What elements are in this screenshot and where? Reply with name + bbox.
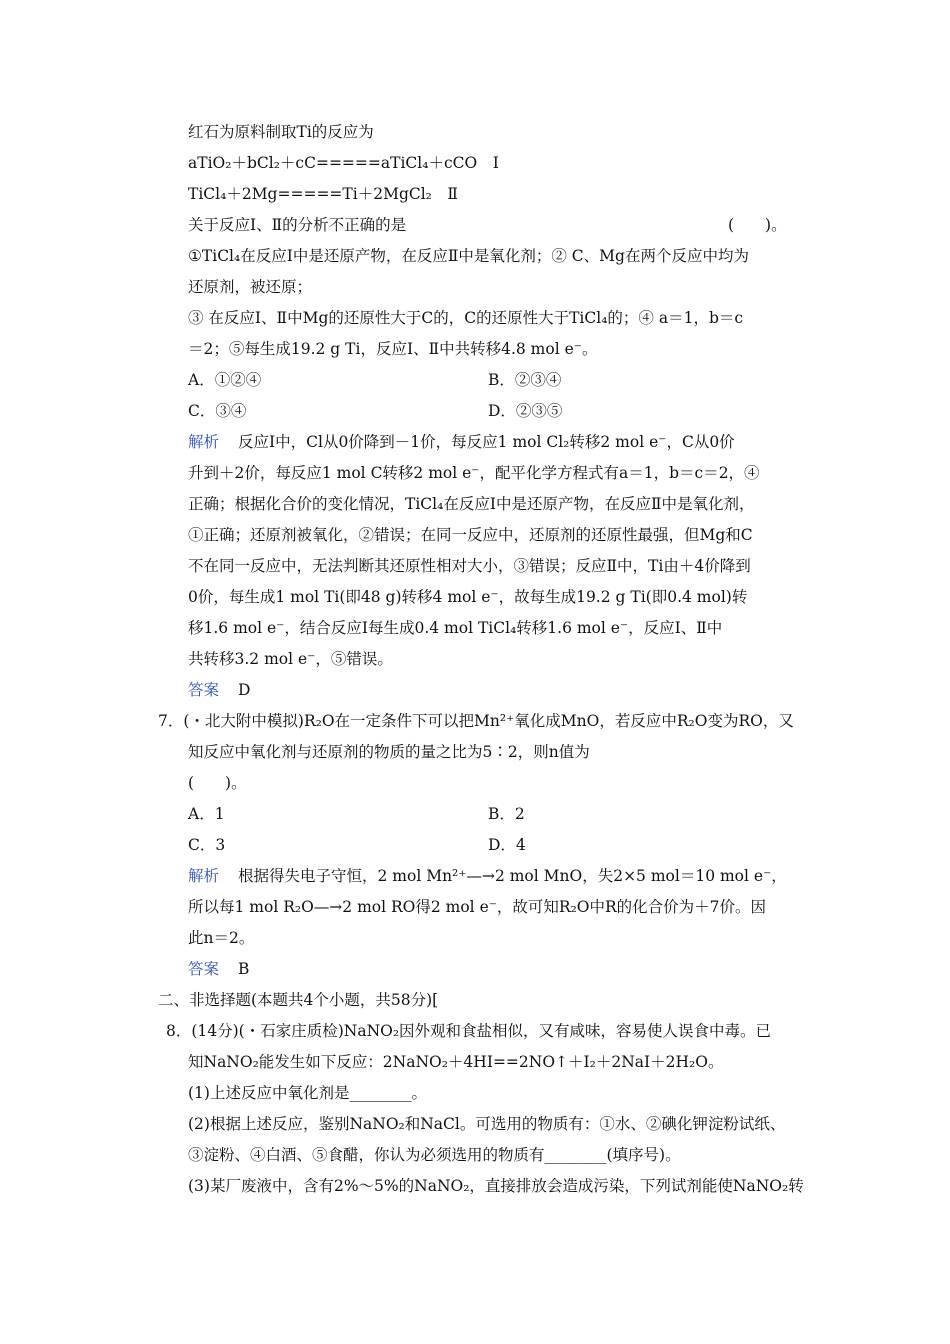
option-d: D．4: [488, 836, 526, 854]
answer-bracket: ( )。: [728, 216, 787, 234]
question-8-stem: 8．(14分)(・石家庄质检)NaNO₂因外观和食盐相似，又有咸味，容易使人误食中毒。已: [166, 1022, 772, 1040]
answer-label: 答案: [188, 681, 220, 699]
option-c: C．③④: [188, 402, 247, 420]
statement-line: 还原剂，被还原；: [188, 278, 313, 296]
analysis-line: ①正确；还原剂被氧化，②错误；在同一反应中，还原剂的还原性最强，但Mg和C: [188, 526, 753, 544]
option-d: D．②③⑤: [488, 402, 563, 420]
statement-line: ③ 在反应Ⅰ、Ⅱ中Mg的还原性大于C的，C的还原性大于TiCl₄的；④ a＝1，b＝c: [188, 309, 744, 327]
analysis-line: 0价，每生成1 mol Ti(即48 g)转移4 mol e⁻，故每生成19.2 g Ti(即0.4 mol)转: [188, 588, 748, 606]
analysis-label: 解析: [188, 433, 220, 451]
sub-question: (1)上述反应中氧化剂是________。: [188, 1084, 427, 1102]
option-c: C．3: [188, 836, 226, 854]
analysis-line: 反应Ⅰ中，Cl从0价降到－1价，每反应1 mol Cl₂转移2 mol e⁻，C从0价: [238, 433, 735, 451]
question-7-stem: 7．(・北大附中模拟)R₂O在一定条件下可以把Mn²⁺氧化成MnO，若反应中R₂O变为RO，又: [158, 712, 794, 730]
option-a: A．1: [188, 805, 225, 823]
question-6-stem: 关于反应Ⅰ、Ⅱ的分析不正确的是: [188, 216, 407, 234]
reaction-2: TiCl₄＋2Mg=====Ti＋2MgCl₂ Ⅱ: [188, 185, 458, 203]
analysis-line: 移1.6 mol e⁻，结合反应Ⅰ每生成0.4 mol TiCl₄转移1.6 mol e⁻，反应Ⅰ、Ⅱ中: [188, 619, 723, 637]
analysis-line: 所以每1 mol R₂O—→2 mol RO得2 mol e⁻，故可知R₂O中R的化合价为＋7价。因: [188, 898, 767, 916]
statement-line: ＝2；⑤每生成19.2 g Ti，反应Ⅰ、Ⅱ中共转移4.8 mol e⁻。: [188, 340, 598, 358]
sub-question: (2)根据上述反应，鉴别NaNO₂和NaCl。可选用的物质有：①水、②碘化钾淀粉试纸、: [188, 1115, 786, 1133]
reaction-1: aTiO₂＋bCl₂＋cC=====aTiCl₄＋cCO Ⅰ: [188, 154, 499, 172]
answer-value: D: [238, 681, 251, 699]
analysis-line: 共转移3.2 mol e⁻，⑤错误。: [188, 650, 393, 668]
sub-question: ③淀粉、④白酒、⑤食醋，你认为必须选用的物质有________(填序号)。: [188, 1146, 681, 1164]
analysis-label: 解析: [188, 867, 220, 885]
question-8-stem: 知NaNO₂能发生如下反应：2NaNO₂＋4HI==2NO↑＋I₂＋2NaI＋2H₂O。: [188, 1053, 724, 1071]
analysis-line: 不在同一反应中，无法判断其还原性相对大小，③错误；反应Ⅱ中，Ti由＋4价降到: [188, 557, 751, 575]
sub-question: (3)某厂废液中，含有2%～5%的NaNO₂，直接排放会造成污染，下列试剂能使NaNO₂转: [188, 1177, 804, 1195]
analysis-line: 正确；根据化合价的变化情况，TiCl₄在反应Ⅰ中是还原产物，在反应Ⅱ中是氧化剂，: [188, 495, 755, 513]
option-b: B．2: [488, 805, 525, 823]
option-a: A．①②④: [188, 371, 262, 389]
answer-value: B: [238, 960, 250, 978]
question-7-stem: 知反应中氧化剂与还原剂的物质的量之比为5∶2，则n值为: [188, 743, 590, 761]
analysis-line: 根据得失电子守恒，2 mol Mn²⁺—→2 mol MnO，失2×5 mol＝10 mol e⁻，: [238, 867, 787, 885]
analysis-line: 升到＋2价，每反应1 mol C转移2 mol e⁻，配平化学方程式有a＝1，b＝c＝2，④: [188, 464, 760, 482]
intro-line: 红石为原料制取Ti的反应为: [188, 123, 374, 141]
statement-line: ①TiCl₄在反应Ⅰ中是还原产物，在反应Ⅱ中是氧化剂；② C、Mg在两个反应中均为: [188, 247, 749, 265]
answer-label: 答案: [188, 960, 220, 978]
answer-bracket: ( )。: [188, 774, 247, 792]
analysis-line: 此n＝2。: [188, 929, 255, 947]
section-heading: 二、非选择题(本题共4个小题，共58分)[: [158, 991, 439, 1009]
option-b: B．②③④: [488, 371, 562, 389]
